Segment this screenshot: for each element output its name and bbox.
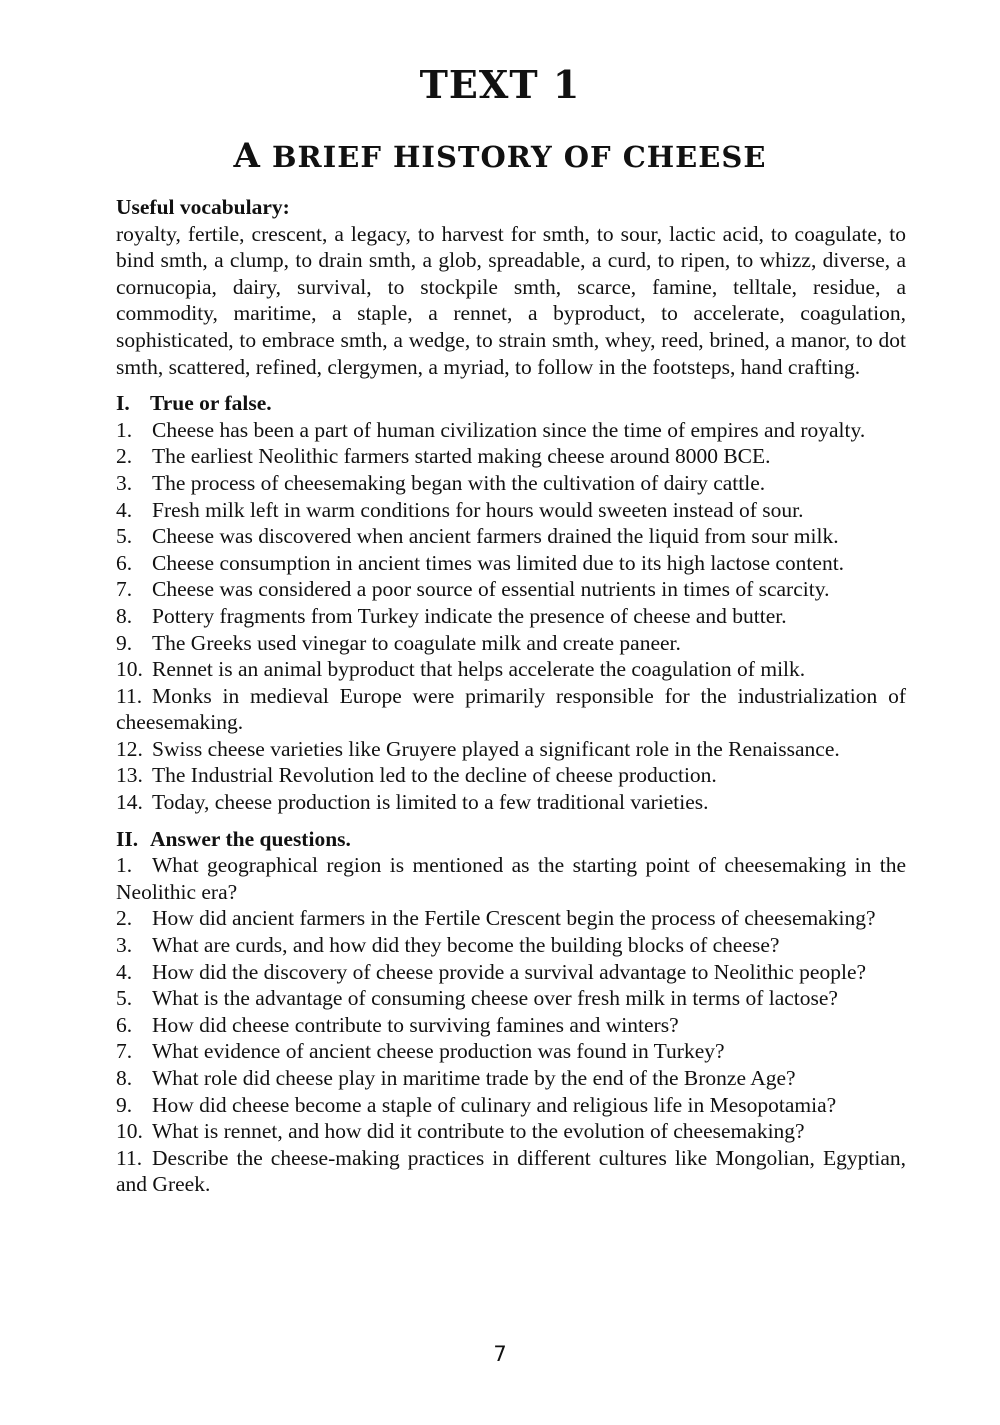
vocabulary-heading: Useful vocabulary: (116, 195, 290, 219)
item-text: How did ancient farmers in the Fertile Crescent begin the process of cheesemaking? (152, 906, 876, 931)
list-item (116, 630, 906, 657)
page-number: 7 (493, 1342, 507, 1366)
item-number: 8. (116, 603, 133, 628)
list-item (116, 470, 906, 497)
item-number: 8. (116, 1066, 133, 1090)
item-number: 1. (116, 853, 133, 878)
item-text: Monks in medieval Europe were primarily responsible for the industrialization of cheesemaking. (116, 683, 906, 735)
item-text: Swiss cheese varieties like Gruyere played a significant role in the Renaissance. (152, 736, 840, 761)
item-number: 6. (116, 1012, 133, 1037)
list-item (116, 736, 906, 763)
section-title: True or false. (150, 391, 272, 416)
item-number: 5. (116, 524, 133, 549)
item-text: Cheese consumption in ancient times was limited due to its high lactose content. (152, 550, 845, 575)
item-text: How did the discovery of cheese provide a survival advantage to Neolithic people? (152, 959, 867, 984)
section-questions (116, 826, 906, 1198)
list-item (116, 1145, 906, 1198)
item-number: 11. (116, 1145, 143, 1170)
question-list (116, 852, 906, 1198)
item-text: What are curds, and how did they become the building blocks of cheese? (152, 933, 780, 958)
vocabulary-block (116, 194, 906, 380)
item-number: 5. (116, 986, 133, 1011)
item-number: 4. (116, 497, 133, 522)
item-text: What evidence of ancient cheese production was found in Turkey? (152, 1039, 725, 1064)
list-item (116, 603, 906, 630)
title-first-letter: A (233, 136, 261, 176)
list-item (116, 852, 906, 905)
list-item (116, 550, 906, 577)
list-item (116, 576, 906, 603)
item-number: 10. (116, 657, 143, 682)
item-text: Rennet is an animal byproduct that helps accelerate the coagulation of milk. (152, 657, 806, 682)
list-item (116, 932, 906, 959)
item-text: How did cheese contribute to surviving famines and winters? (152, 1012, 679, 1037)
list-item (116, 1012, 906, 1039)
list-item (116, 443, 906, 470)
item-number: 12. (116, 736, 143, 761)
section-title: Answer the questions. (150, 826, 351, 851)
section-heading (116, 390, 906, 417)
item-text: The Industrial Revolution led to the decline of cheese production. (152, 763, 717, 788)
item-text: The process of cheesemaking began with the cultivation of dairy cattle. (152, 470, 766, 495)
item-number: 7. (116, 1039, 133, 1064)
item-number: 14. (116, 790, 143, 815)
list-item (116, 683, 906, 736)
item-text: How did cheese become a staple of culinary and religious life in Mesopotamia? (152, 1092, 837, 1117)
text-number-heading: TEXT 1 (419, 62, 581, 107)
item-number: 2. (116, 444, 133, 469)
item-number: 3. (116, 933, 133, 958)
item-number: 10. (116, 1119, 143, 1144)
section-number: II. (116, 826, 139, 851)
list-item (116, 959, 906, 986)
content-body (116, 194, 906, 1198)
item-number: 9. (116, 630, 133, 655)
list-item (116, 1038, 906, 1065)
item-text: What is rennet, and how did it contribute to the evolution of cheesemaking? (152, 1119, 805, 1144)
item-text: Cheese was discovered when ancient farmers drained the liquid from sour milk. (152, 524, 839, 549)
item-number: 11. (116, 683, 143, 708)
item-text: The Greeks used vinegar to coagulate milk and create paneer. (152, 630, 681, 655)
item-number: 7. (116, 577, 133, 602)
item-text: Today, cheese production is limited to a few traditional varieties. (152, 790, 709, 815)
list-item (116, 417, 906, 444)
item-text: What geographical region is mentioned as the starting point of cheesemaking in the Neolithic era? (116, 853, 906, 904)
item-text: Fresh milk left in warm conditions for hours would sweeten instead of sour. (152, 497, 804, 522)
page-title (0, 136, 1000, 176)
list-item (116, 1118, 906, 1145)
list-item (116, 497, 906, 524)
item-text: Cheese was considered a poor source of essential nutrients in times of scarcity. (152, 577, 830, 602)
section-true-false (116, 390, 906, 816)
list-item (116, 1092, 906, 1119)
item-number: 13. (116, 763, 143, 788)
item-number: 9. (116, 1092, 133, 1117)
list-item (116, 985, 906, 1012)
list-item (116, 523, 906, 550)
item-text: Describe the cheese-making practices in different cultures like Mongolian, Egyptian, and Greek. (116, 1145, 906, 1197)
list-item (116, 789, 906, 816)
statement-list (116, 417, 906, 816)
item-text: What role did cheese play in maritime trade by the end of the Bronze Age? (152, 1066, 796, 1090)
item-number: 3. (116, 470, 133, 495)
item-text: What is the advantage of consuming cheese over fresh milk in terms of lactose? (152, 986, 838, 1011)
section-heading (116, 826, 906, 853)
title-rest: BRIEF HISTORY OF CHEESE (260, 140, 767, 174)
item-number: 4. (116, 959, 133, 984)
item-number: 1. (116, 417, 133, 442)
vocabulary-list: royalty, fertile, crescent, a legacy, to harvest for smth, to sour, lactic acid, to coagulate, to bind smth, a clump, to drain smth, a glob, spreadable, a curd, to ripen, to whizz, diverse, a cornucopia, dairy, survival, to stockpile smth, scarce, famine, telltale, residue, a commodity, maritime, a staple, a rennet, a byproduct, to accelerate, coagulation, sophisticated, to embrace smth, a wedge, to strain smth, whey, reed, brined, a manor, to dot smth, scattered, refined, clergymen, a myriad, to follow in the footsteps, hand crafting. (116, 221, 906, 379)
item-text: The earliest Neolithic farmers started making cheese around 8000 BCE. (152, 444, 771, 469)
list-item (116, 762, 906, 789)
item-number: 2. (116, 906, 133, 931)
list-item (116, 905, 906, 932)
section-number: I. (116, 391, 130, 416)
list-item (116, 1065, 906, 1092)
list-item (116, 656, 906, 683)
item-text: Cheese has been a part of human civilization since the time of empires and royalty. (152, 417, 866, 442)
item-number: 6. (116, 550, 133, 575)
item-text: Pottery fragments from Turkey indicate the presence of cheese and butter. (152, 603, 787, 628)
